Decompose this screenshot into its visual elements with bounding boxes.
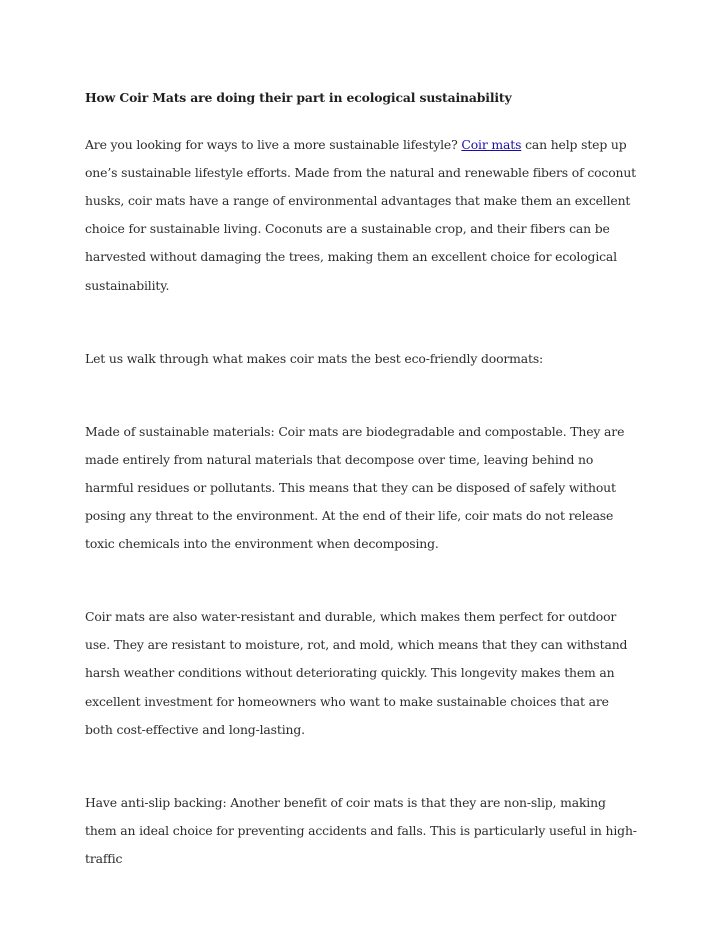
intro-text-before-link: Are you looking for ways to live a more sustainable lifestyle? — [85, 137, 462, 153]
paragraph-anti-slip: Have anti-slip backing: Another benefit of coir mats is that they are non-slip, making them an ideal choice for preventing accidents and falls. This is particularly useful in high-traffic — [85, 794, 637, 866]
document-body — [85, 84, 637, 918]
paragraph-water-resistant: Coir mats are also water-resistant and durable, which makes them perfect for outdoor use. They are resistant to moisture, rot, and mold, which means that they can withstand harsh weather conditions without deteriorating quickly. This longevity makes them an excellent investment for homeowners who want to make sustainable choices that are both cost-effective and long-lasting. — [85, 609, 628, 737]
intro-text-after-link: can help step up one’s sustainable lifestyle efforts. Made from the natural and renewable fibers of coconut husks, coir mats have a range of environmental advantages that make them an excellent choice for sustainable living. Coconuts are a sustainable crop, and their fibers can be harvested without damaging the trees, making them an excellent choice for ecological sustainability. — [85, 137, 637, 293]
intro-paragraph — [85, 131, 637, 300]
coir-mats-link[interactable]: Coir mats — [461, 137, 522, 153]
paragraph-sustainable-materials: Made of sustainable materials: Coir mats are biodegradable and compostable. They are made entirely from natural materials that decompose over time, leaving behind no harmful residues or pollutants. This means that they can be disposed of safely without posing any threat to the environment. At the end of their life, coir mats do not release toxic chemicals into the environment when decomposing. — [85, 423, 625, 552]
paragraph-walkthrough: Let us walk through what makes coir mats the best eco-friendly doormats: — [85, 350, 544, 366]
document-title: How Coir Mats are doing their part in ecological sustainability — [85, 90, 512, 105]
